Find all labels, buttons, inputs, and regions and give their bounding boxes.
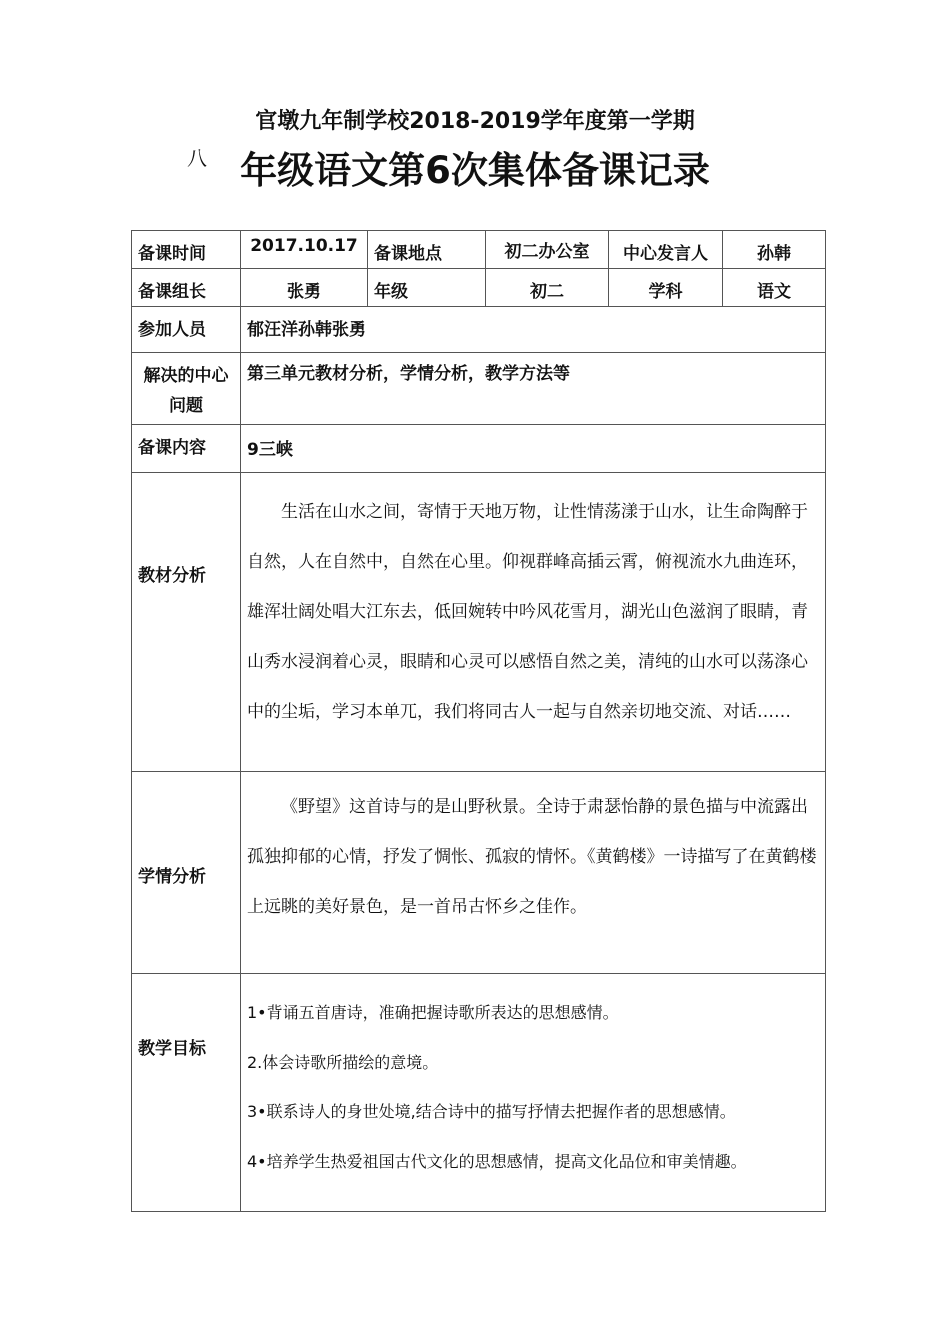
subject-label: 学科 <box>609 269 723 307</box>
issue-label: 解决的中心问题 <box>132 353 241 425</box>
goals-cell <box>241 974 826 1212</box>
goals-list <box>241 974 825 1186</box>
table-row <box>132 473 826 772</box>
time-label: 备课时间 <box>132 231 241 269</box>
list-item: 1•背诵五首唐诗，准确把握诗歌所表达的思想感情。 <box>247 1003 619 1022</box>
students-cell <box>241 772 826 974</box>
speaker-value: 孙韩 <box>723 231 826 269</box>
speaker-label: 中心发言人 <box>609 231 723 269</box>
issue-value: 第三单元教材分析，学情分析，教学方法等 <box>241 353 826 425</box>
table-row <box>132 425 826 473</box>
list-item: 4•培养学生热爱祖国古代文化的思想感情，提高文化品位和审美情趣。 <box>247 1151 747 1171</box>
table-row <box>132 231 826 269</box>
grade-label: 年级 <box>368 269 486 307</box>
table-row <box>132 772 826 974</box>
table-row <box>132 353 826 425</box>
leader-value: 张勇 <box>241 269 368 307</box>
list-item: 2.体会诗歌所描绘的意境。 <box>247 1052 439 1072</box>
list-item: 3•联系诗人的身世处境,结合诗中的描写抒情去把握作者的思想感情。 <box>247 1102 736 1121</box>
table-row <box>132 307 826 353</box>
goals-label: 教学目标 <box>132 974 241 1212</box>
place-value: 初二办公室 <box>486 231 609 269</box>
content-label: 备课内容 <box>132 425 241 473</box>
grade-mark: 八 <box>187 146 207 170</box>
leader-label: 备课组长 <box>132 269 241 307</box>
time-value: 2017.10.17 <box>241 231 368 269</box>
document-title-line1: 官墩九年制学校2018-2019学年度第一学期 <box>255 109 695 134</box>
document-title-line2: 年级语文第6次集体备课记录 <box>240 149 710 192</box>
material-cell <box>241 473 826 772</box>
participants-value: 郁汪洋孙韩张勇 <box>241 307 826 353</box>
students-text: 《野望》这首诗与的是山野秋景。全诗于肃瑟怡静的景色描与中流露出孤独抑郁的心情，抒发了惆怅、孤寂的情怀。《黄鹤楼》一诗描写了在黄鹤楼上远眺的美好景色，是一首吊古怀乡之佳作。 <box>247 797 817 917</box>
grade-value: 初二 <box>486 269 609 307</box>
subject-value: 语文 <box>723 269 826 307</box>
table-row <box>132 269 826 307</box>
lesson-prep-record-table <box>131 230 826 1212</box>
place-label: 备课地点 <box>368 231 486 269</box>
material-label: 教材分析 <box>132 473 241 772</box>
participants-label: 参加人员 <box>132 307 241 353</box>
students-label: 学情分析 <box>132 772 241 974</box>
material-text: 生活在山水之间，寄情于天地万物，让性情荡漾于山水，让生命陶醉于自然，人在自然中，自然在心里。仰视群峰高插云霄，俯视流水九曲连环，雄浑壮阔处唱大江东去，低回婉转中吟风花雪月，湖光山色滋润了眼睛，青山秀水浸润着心灵，眼睛和心灵可以感悟自然之美，清纯的山水可以荡涤心中的尘垢，学习本单兀，我们将同古人一起与自然亲切地交流、对话…… <box>247 502 808 722</box>
table-row <box>132 974 826 1212</box>
content-value: 9三峡 <box>241 425 826 473</box>
